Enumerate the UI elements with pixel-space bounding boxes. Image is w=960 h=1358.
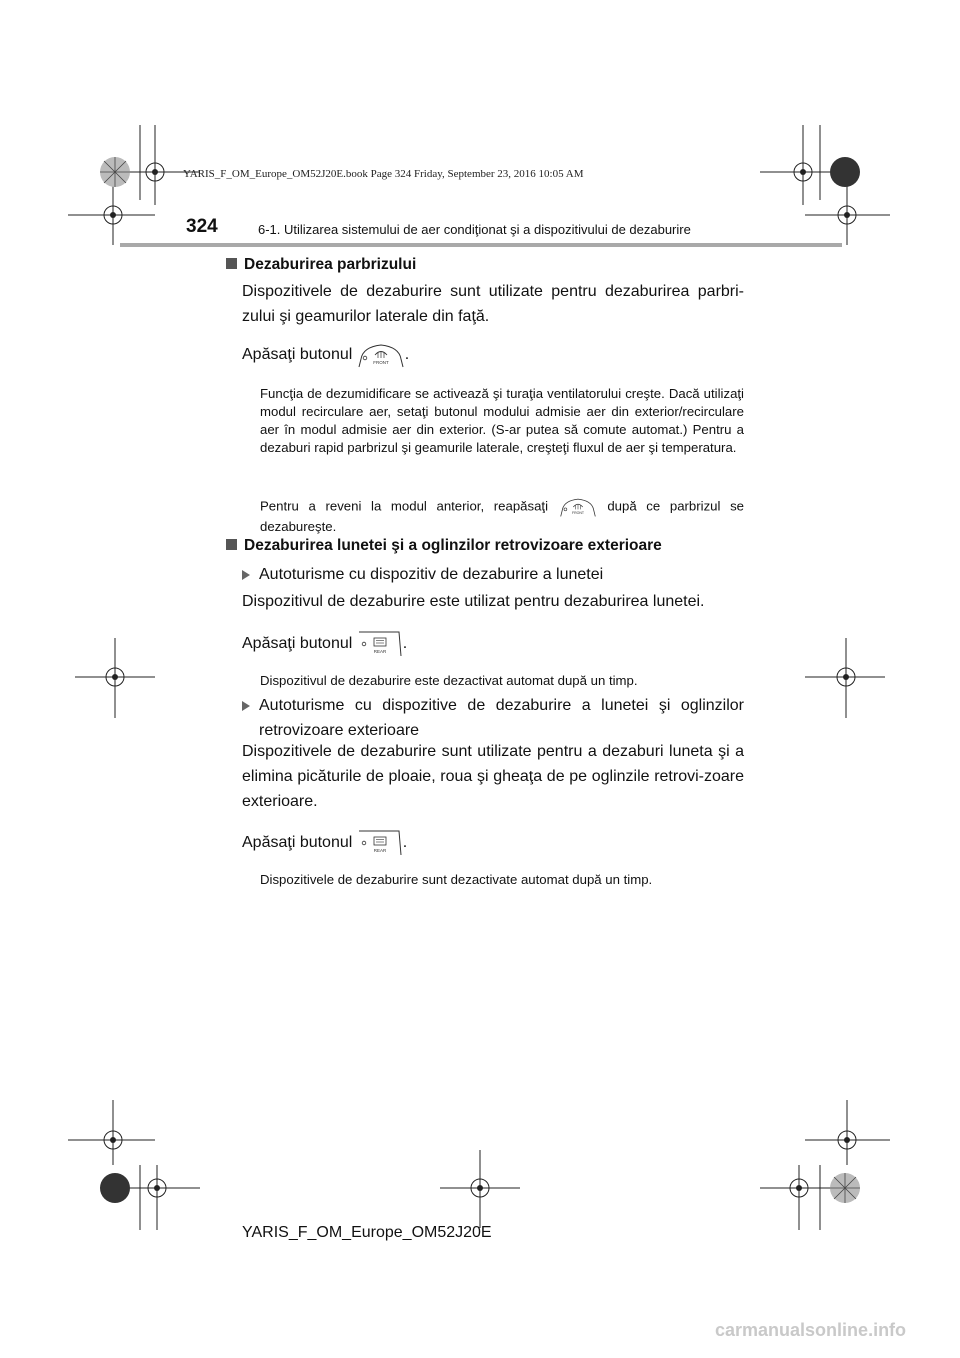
rear-defroster-button-icon: [357, 630, 403, 658]
watermark: carmanualsonline.info: [715, 1320, 907, 1340]
section-note-revert: Pentru a reveni la modul anterior, reapăsaţi FRONT după ce parbrizul se dezabureşte.: [260, 496, 744, 536]
press-instruction-rear: Apăsaţi butonul REAR .: [242, 630, 744, 658]
page-number: 324: [186, 216, 218, 237]
press-instruction-front: Apăsaţi butonul FRONT .: [242, 341, 744, 369]
note-rear-window: Dispozitivul de dezaburire este dezactivat automat după un timp.: [260, 673, 638, 688]
front-defroster-button-icon: [357, 341, 405, 369]
press-instruction-rear-2: Apăsaţi butonul REAR .: [242, 829, 744, 857]
header-rule: [120, 243, 842, 247]
svg-text:REAR: REAR: [373, 649, 387, 654]
square-bullet-icon: [226, 539, 237, 550]
svg-text:FRONT: FRONT: [373, 360, 389, 365]
section-heading-windshield: Dezaburirea parbrizului: [226, 256, 416, 274]
square-bullet-icon: [226, 258, 237, 269]
body-rear-mirrors: Dispozitivele de dezaburire sunt utilizate pentru a dezaburi luneta şi a elimina picăturile de ploaie, roua şi gheaţa de pe oglinzile retrovi-zoare exterioare.: [242, 743, 744, 810]
triangle-arrow-icon: [242, 701, 250, 711]
body-rear-window: Dispozitivul de dezaburire este utilizat pentru dezaburirea lunetei.: [242, 593, 705, 610]
triangle-arrow-icon: [242, 570, 250, 580]
bullet-rear-mirrors: Autoturisme cu dispozitive de dezaburire a lunetei şi oglinzilor retrovizoare exterioare: [242, 693, 744, 743]
svg-text:FRONT: FRONT: [571, 511, 584, 516]
chapter-header: 6-1. Utilizarea sistemului de aer condiţionat şi a dispozitivului de dezaburire: [258, 222, 691, 237]
note-rear-mirrors: Dispozitivele de dezaburire sunt dezactivate automat după un timp.: [260, 872, 653, 887]
book-info-line: YARIS_F_OM_Europe_OM52J20E.book Page 324 Friday, September 23, 2016 10:05 AM: [183, 168, 584, 180]
bullet-rear-window: Autoturisme cu dispozitiv de dezaburire a lunetei: [242, 562, 744, 587]
svg-text:REAR: REAR: [373, 848, 387, 853]
section-note-windshield: Funcţia de dezumidificare se activează şi turaţia ventilatorului creşte. Dacă utilizaţi modul recirculare aer, setaţi butonul modului admisie aer din exterior/recirculare aer în modul admisie aer din exterior. (S-ar putea să comute automat.) Pentru a dezaburi rapid parbrizul şi geamurile laterale, creşteţi fluxul de aer şi temperatura.: [260, 386, 744, 455]
section-heading-rear: Dezaburirea lunetei şi a oglinzilor retrovizoare exterioare: [226, 537, 662, 555]
rear-defroster-button-icon-2: [357, 829, 403, 857]
footer-doc-code: YARIS_F_OM_Europe_OM52J20E: [242, 1224, 492, 1241]
section-body-windshield: Dispozitivele de dezaburire sunt utilizate pentru dezaburirea parbri-zului şi geamurilor laterale din faţă.: [242, 283, 744, 325]
front-defroster-button-icon-small: [558, 496, 598, 518]
